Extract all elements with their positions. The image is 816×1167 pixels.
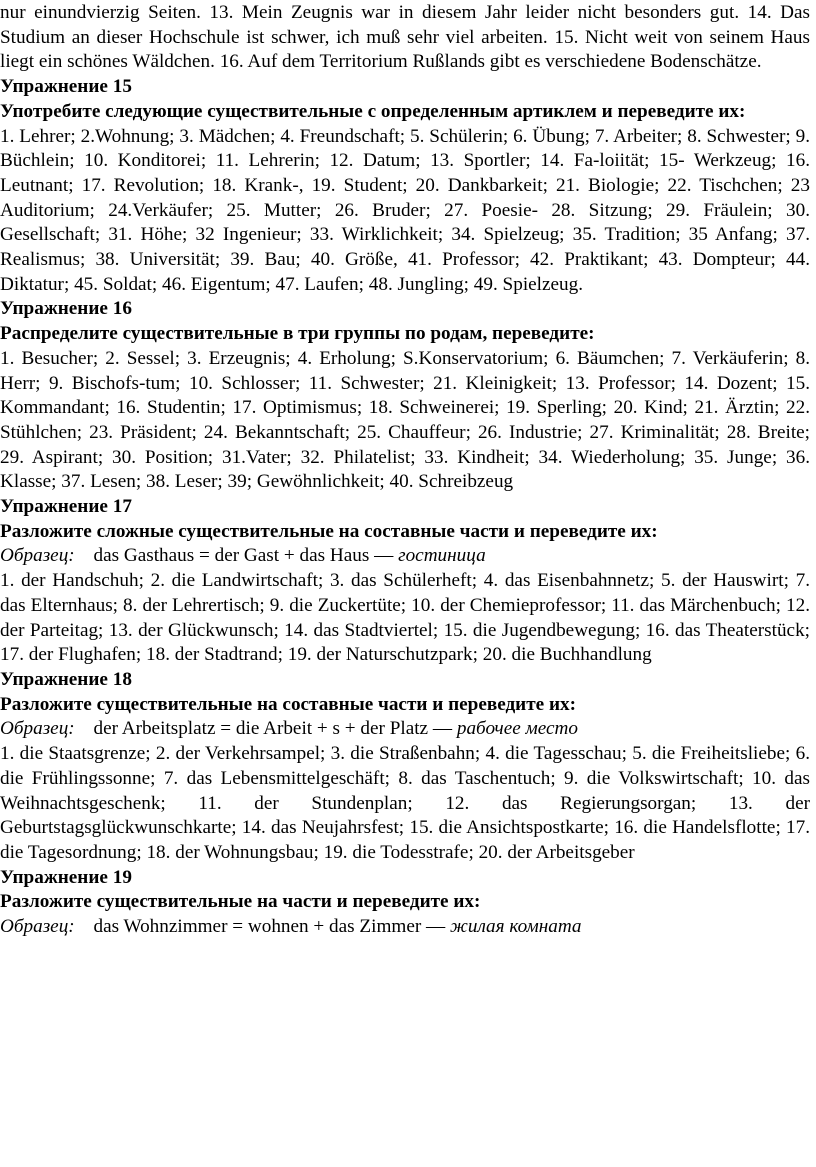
exercise-17-sample	[0, 544, 810, 569]
intro-paragraph: nur einundvierzig Seiten. 13. Mein Zeugnis war in diesem Jahr leider nicht besonders gut. 14. Das Studium an dieser Hochschule ist schwer, ich muß sehr viel arbeiten. 15. Nicht weit von seinem Haus liegt ein schönes Wäldchen. 16. Auf dem Territorium Rußlands gibt es verschiedene Bodenschätze.	[0, 2, 810, 73]
exercise-15	[0, 75, 810, 297]
exercise-18-items: 1. die Staatsgrenze; 2. der Verkehrsampel; 3. die Straßenbahn; 4. die Tagesschau; 5. die Freiheitsliebe; 6. die Frühlingssonne; 7. das Lebensmittelgeschäft; 8. das Taschentuch; 9. die Volkswirtschaft; 10. das Weihnachtsgeschenk; 11. der Stundenplan; 12. das Regierungsorgan; 13. der Geburtstagsglückwunschkarte; 14. das Neujahrsfest; 15. die Ansichtspostkarte; 16. die Handelsflotte; 17. die Tagesordnung; 18. der Wohnungsbau; 19. die Todesstrafe; 20. der Arbeitsgeber	[0, 743, 810, 863]
exercise-17-task: Разложите сложные существительные на составные части и переведите их:	[0, 520, 658, 542]
sample-formula: das Gasthaus = der Gast + das Haus —	[93, 545, 394, 567]
exercise-18-title: Упражнение 18	[0, 668, 132, 690]
exercise-18-task: Разложите существительные на составные части и переведите их:	[0, 693, 576, 715]
exercise-16-task: Распределите существительные в три группы по родам, переведите:	[0, 323, 595, 345]
sample-label: Образец:	[0, 718, 75, 740]
sample-formula: der Arbeitsplatz = die Arbeit + s + der Platz —	[93, 718, 453, 740]
exercise-18	[0, 668, 810, 866]
exercise-19-sample	[0, 915, 810, 940]
exercise-17-items: 1. der Handschuh; 2. die Landwirtschaft; 3. das Schülerheft; 4. das Eisenbahnnetz; 5. der Hauswirt; 7. das Elternhaus; 8. der Lehrertisch; 9. die Zuckertüte; 10. der Chemieprofessor; 11. das Märchenbuch; 12. der Parteitag; 13. der Glückwunsch; 14. das Stadtviertel; 15. die Jugendbewegung; 16. das Theaterstück; 17. der Flughafen; 18. der Stadtrand; 19. der Naturschutzpark; 20. die Buchhandlung	[0, 570, 810, 666]
exercise-15-title: Упражнение 15	[0, 76, 132, 98]
sample-translation: рабочее место	[456, 718, 578, 740]
exercise-17-title: Упражнение 17	[0, 496, 132, 518]
exercise-15-items: 1. Lehrer; 2.Wohnung; 3. Mädchen; 4. Freundschaft; 5. Schülerin; 6. Übung; 7. Arbeiter; 8. Schwester; 9. Büchlein; 10. Konditorei; 11. Lehrerin; 12. Datum; 13. Sportler; 14. Fa-loiität; 15- Werkzeug; 16. Leutnant; 17. Revolution; 18. Krank-, 19. Student; 20. Dankbarkeit; 21. Biologie; 22. Tischchen; 23 Auditorium; 24.Verkäufer; 25. Mutter; 26. Bruder; 27. Poesie- 28. Sitzung; 29. Fräulein; 30. Gesellschaft; 31. Höhe; 32 Ingenieur; 33. Wirklichkeit; 34. Spielzeug; 35. Tradition; 35 Anfang; 37. Realismus; 38. Universität; 39. Bau; 40. Größe, 41. Professor; 42. Praktikant; 43. Dompteur; 44. Diktatur; 45. Soldat; 46. Eigentum; 47. Laufen; 48. Jungling; 49. Spielzeug.	[0, 125, 810, 295]
exercise-19-task: Разложите существительные на части и переведите их:	[0, 891, 481, 913]
exercise-17	[0, 495, 810, 668]
sample-label: Образец:	[0, 916, 75, 938]
sample-translation: жилая комната	[450, 916, 582, 938]
sample-translation: гостиница	[398, 545, 486, 567]
exercise-19-title: Упражнение 19	[0, 866, 132, 888]
exercise-19	[0, 866, 810, 940]
exercise-15-task: Употребите следующие существительные с определенным артиклем и переведите их:	[0, 100, 746, 122]
exercise-16-items: 1. Besucher; 2. Sessel; 3. Erzeugnis; 4. Erholung; S.Konservatorium; 6. Bäumchen; 7. Verkäuferin; 8. Herr; 9. Bischofs-tum; 10. Schlosser; 11. Schwester; 21. Kleinigkeit; 13. Professor; 14. Dozent; 15. Kommandant; 16. Studentin; 17. Optimismus; 18. Schweinerei; 19. Sperling; 20. Kind; 21. Ärztin; 22. Stühlchen; 23. Präsident; 24. Bekanntschaft; 25. Chauffeur; 26. Industrie; 27. Kriminalität; 28. Breite; 29. Aspirant; 30. Position; 31.Vater; 32. Philatelist; 33. Kindheit; 34. Wiederholung; 35. Junge; 36. Klasse; 37. Lesen; 38. Leser; 39; Gewöhnlichkeit; 40. Schreibzeug	[0, 347, 810, 493]
sample-label: Образец:	[0, 545, 75, 567]
exercise-16-title: Упражнение 16	[0, 298, 132, 320]
exercise-18-sample	[0, 717, 810, 742]
sample-formula: das Wohnzimmer = wohnen + das Zimmer —	[93, 916, 446, 938]
exercise-16	[0, 297, 810, 495]
